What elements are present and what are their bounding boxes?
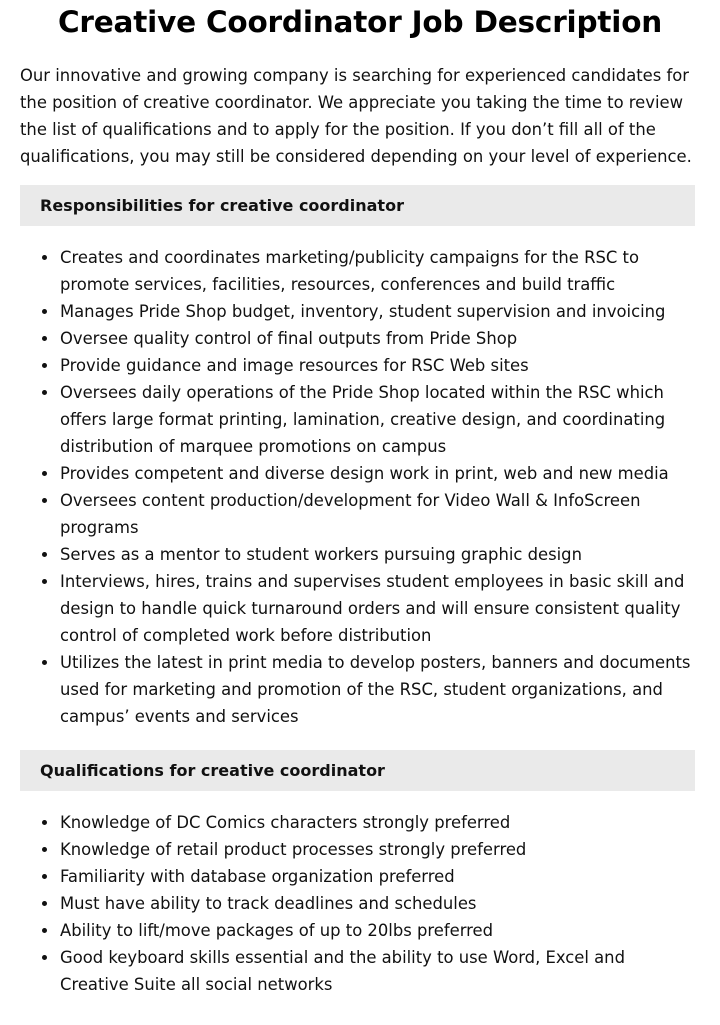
- qualifications-list: [0, 809, 720, 998]
- list-item: Manages Pride Shop budget, inventory, student supervision and invoicing: [60, 298, 692, 325]
- list-item: Provides competent and diverse design work in print, web and new media: [60, 460, 692, 487]
- list-item: Knowledge of DC Comics characters strongly preferred: [60, 809, 692, 836]
- list-item: Oversee quality control of final outputs from Pride Shop: [60, 325, 692, 352]
- list-item: Utilizes the latest in print media to develop posters, banners and documents used for marketing and promotion of the RSC, student organizations, and campus’ events and services: [60, 649, 692, 730]
- qualifications-heading: Qualifications for creative coordinator: [20, 750, 695, 791]
- list-item: Knowledge of retail product processes strongly preferred: [60, 836, 692, 863]
- list-item: Provide guidance and image resources for RSC Web sites: [60, 352, 692, 379]
- list-item: Serves as a mentor to student workers pursuing graphic design: [60, 541, 692, 568]
- list-item: Oversees daily operations of the Pride Shop located within the RSC which offers large format printing, lamination, creative design, and coordinating distribution of marquee promotions on campus: [60, 379, 692, 460]
- list-item: Familiarity with database organization preferred: [60, 863, 692, 890]
- list-item: Ability to lift/move packages of up to 20lbs preferred: [60, 917, 692, 944]
- section-spacer: [0, 730, 720, 735]
- intro-paragraph: Our innovative and growing company is searching for experienced candidates for the position of creative coordinator. We appreciate you taking the time to review the list of qualifications and to apply for the position. If you don’t fill all of the qualifications, you may still be considered depending on your level of experience.: [20, 66, 692, 166]
- responsibilities-heading: Responsibilities for creative coordinator: [20, 185, 695, 226]
- list-item: Good keyboard skills essential and the ability to use Word, Excel and Creative Suite all social networks: [60, 944, 692, 998]
- list-item: Interviews, hires, trains and supervises student employees in basic skill and design to handle quick turnaround orders and will ensure consistent quality control of completed work before distribution: [60, 568, 692, 649]
- responsibilities-list: [0, 244, 720, 730]
- list-item: Creates and coordinates marketing/publicity campaigns for the RSC to promote services, facilities, resources, conferences and build traffic: [60, 244, 692, 298]
- page-title: Creative Coordinator Job Description: [57, 5, 663, 39]
- list-item: Must have ability to track deadlines and schedules: [60, 890, 692, 917]
- list-item: Oversees content production/development for Video Wall & InfoScreen programs: [60, 487, 692, 541]
